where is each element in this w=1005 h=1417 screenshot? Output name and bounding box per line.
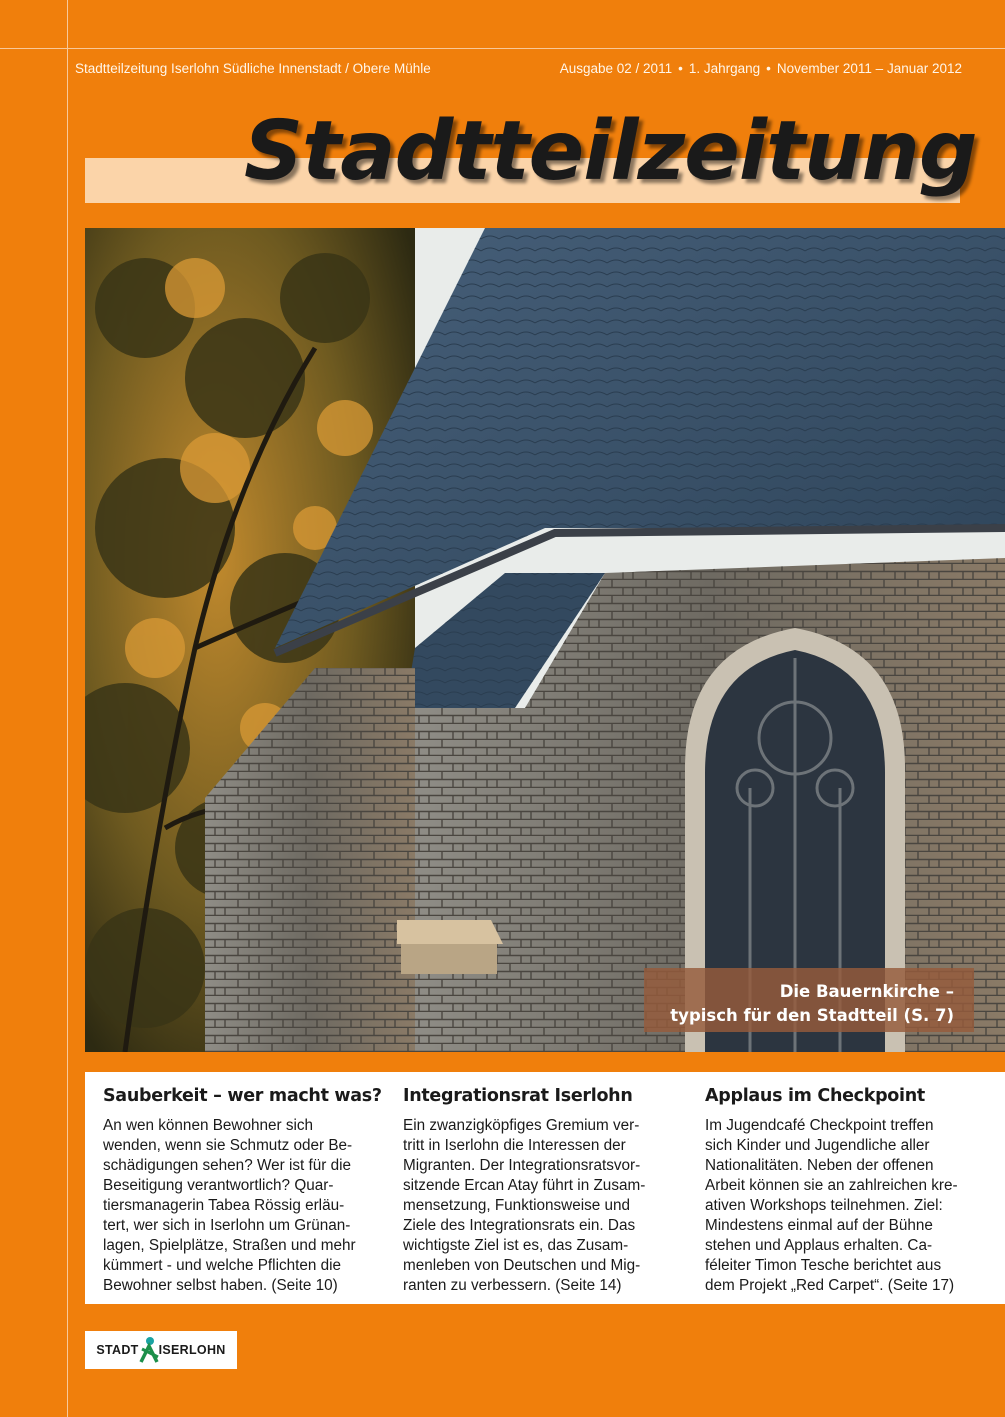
article-text-line: Bewohner selbst haben. (Seite 10) (103, 1277, 338, 1294)
article-text-line: Nationalitäten. Neben der offenen (705, 1157, 934, 1174)
article-title[interactable]: Applaus im Checkpoint (705, 1086, 925, 1106)
article-teaser[interactable] (687, 1072, 1005, 1304)
cover-photo (85, 228, 1005, 1052)
article-text-line: stehen und Applaus erhalten. Ca- (705, 1237, 933, 1254)
article-text-line: wichtigste Ziel ist es, das Zusam- (403, 1237, 629, 1254)
publication-subtitle: Stadtteilzeitung Iserlohn Südliche Innenstadt / Obere Mühle (75, 61, 431, 76)
separator: • (766, 61, 771, 76)
article-text-line: tiersmanagerin Tabea Rössig erläu- (103, 1197, 345, 1214)
article-text-line: Migranten. Der Integrationsratsvor- (403, 1157, 641, 1174)
article-text-line: lagen, Spielplätze, Straßen und mehr (103, 1237, 356, 1254)
article-text-line: tert, wer sich in Iserlohn um Grünan- (103, 1217, 351, 1234)
article-text-line: tritt in Iserlohn die Interessen der (403, 1137, 626, 1154)
separator: • (678, 61, 683, 76)
article-text-line: Beseitigung verantwortlich? Quar- (103, 1177, 334, 1194)
volume: 1. Jahrgang (688, 61, 761, 76)
article-text-line: dem Projekt „Red Carpet“. (Seite 17) (705, 1277, 955, 1294)
left-rule (67, 0, 68, 1417)
article-text-line: ranten zu verbessern. (Seite 14) (403, 1277, 622, 1294)
caption-line: typisch für den Stadtteil (S. 7) (670, 1006, 954, 1025)
article-text-line: Mindestens einmal auf der Bühne (705, 1217, 933, 1234)
article-title[interactable]: Sauberkeit – wer macht was? (103, 1086, 382, 1106)
masthead-title: Stadtteilzeitung (244, 104, 977, 199)
article-text-line: sitzende Ercan Atay führt in Zusam- (403, 1177, 646, 1194)
photo-caption (644, 968, 974, 1032)
article-text-line: féleiter Timon Tesche berichtet aus (705, 1257, 942, 1274)
article-teaser[interactable] (85, 1072, 385, 1304)
article-teaser[interactable] (385, 1072, 687, 1304)
article-text-line: Arbeit können sie an zahlreichen kre- (705, 1177, 958, 1194)
article-text-line: schädigungen sehen? Wer ist für die (103, 1157, 352, 1174)
issue-number: Ausgabe 02 / 2011 (559, 61, 673, 76)
church-illustration (85, 228, 1005, 1052)
top-rule (0, 48, 1005, 49)
article-text-line: mensetzung, Funktionsweise und (403, 1197, 631, 1214)
city-logo (85, 1331, 237, 1369)
article-text-line: wenden, wenn sie Schmutz oder Be- (103, 1137, 353, 1154)
issue-info (560, 61, 962, 76)
article-text-line: menleben von Deutschen und Mig- (403, 1257, 641, 1274)
logo-word: ISERLOHN (158, 1343, 226, 1357)
article-text-line: Im Jugendcafé Checkpoint treffen (705, 1117, 934, 1134)
city-emblem-icon (138, 1336, 160, 1364)
caption-line: Die Bauernkirche – (779, 982, 954, 1001)
article-text-line: kümmert - und welche Pflichten die (103, 1257, 342, 1274)
article-text-line: sich Kinder und Jugendliche aller (705, 1137, 930, 1154)
article-text-line: ativen Workshops teilnehmen. Ziel: (705, 1197, 943, 1214)
article-text-line: Ein zwanzigköpfiges Gremium ver- (403, 1117, 640, 1134)
logo-word: STADT (96, 1343, 139, 1357)
article-title[interactable]: Integrationsrat Iserlohn (403, 1086, 633, 1106)
city-logo-wordmark (96, 1336, 225, 1364)
article-text-line: An wen können Bewohner sich (103, 1117, 314, 1134)
article-teasers (85, 1072, 1005, 1304)
issue-period: November 2011 – Januar 2012 (776, 61, 962, 76)
article-text-line: Ziele des Integrationsrats ein. Das (403, 1217, 636, 1234)
